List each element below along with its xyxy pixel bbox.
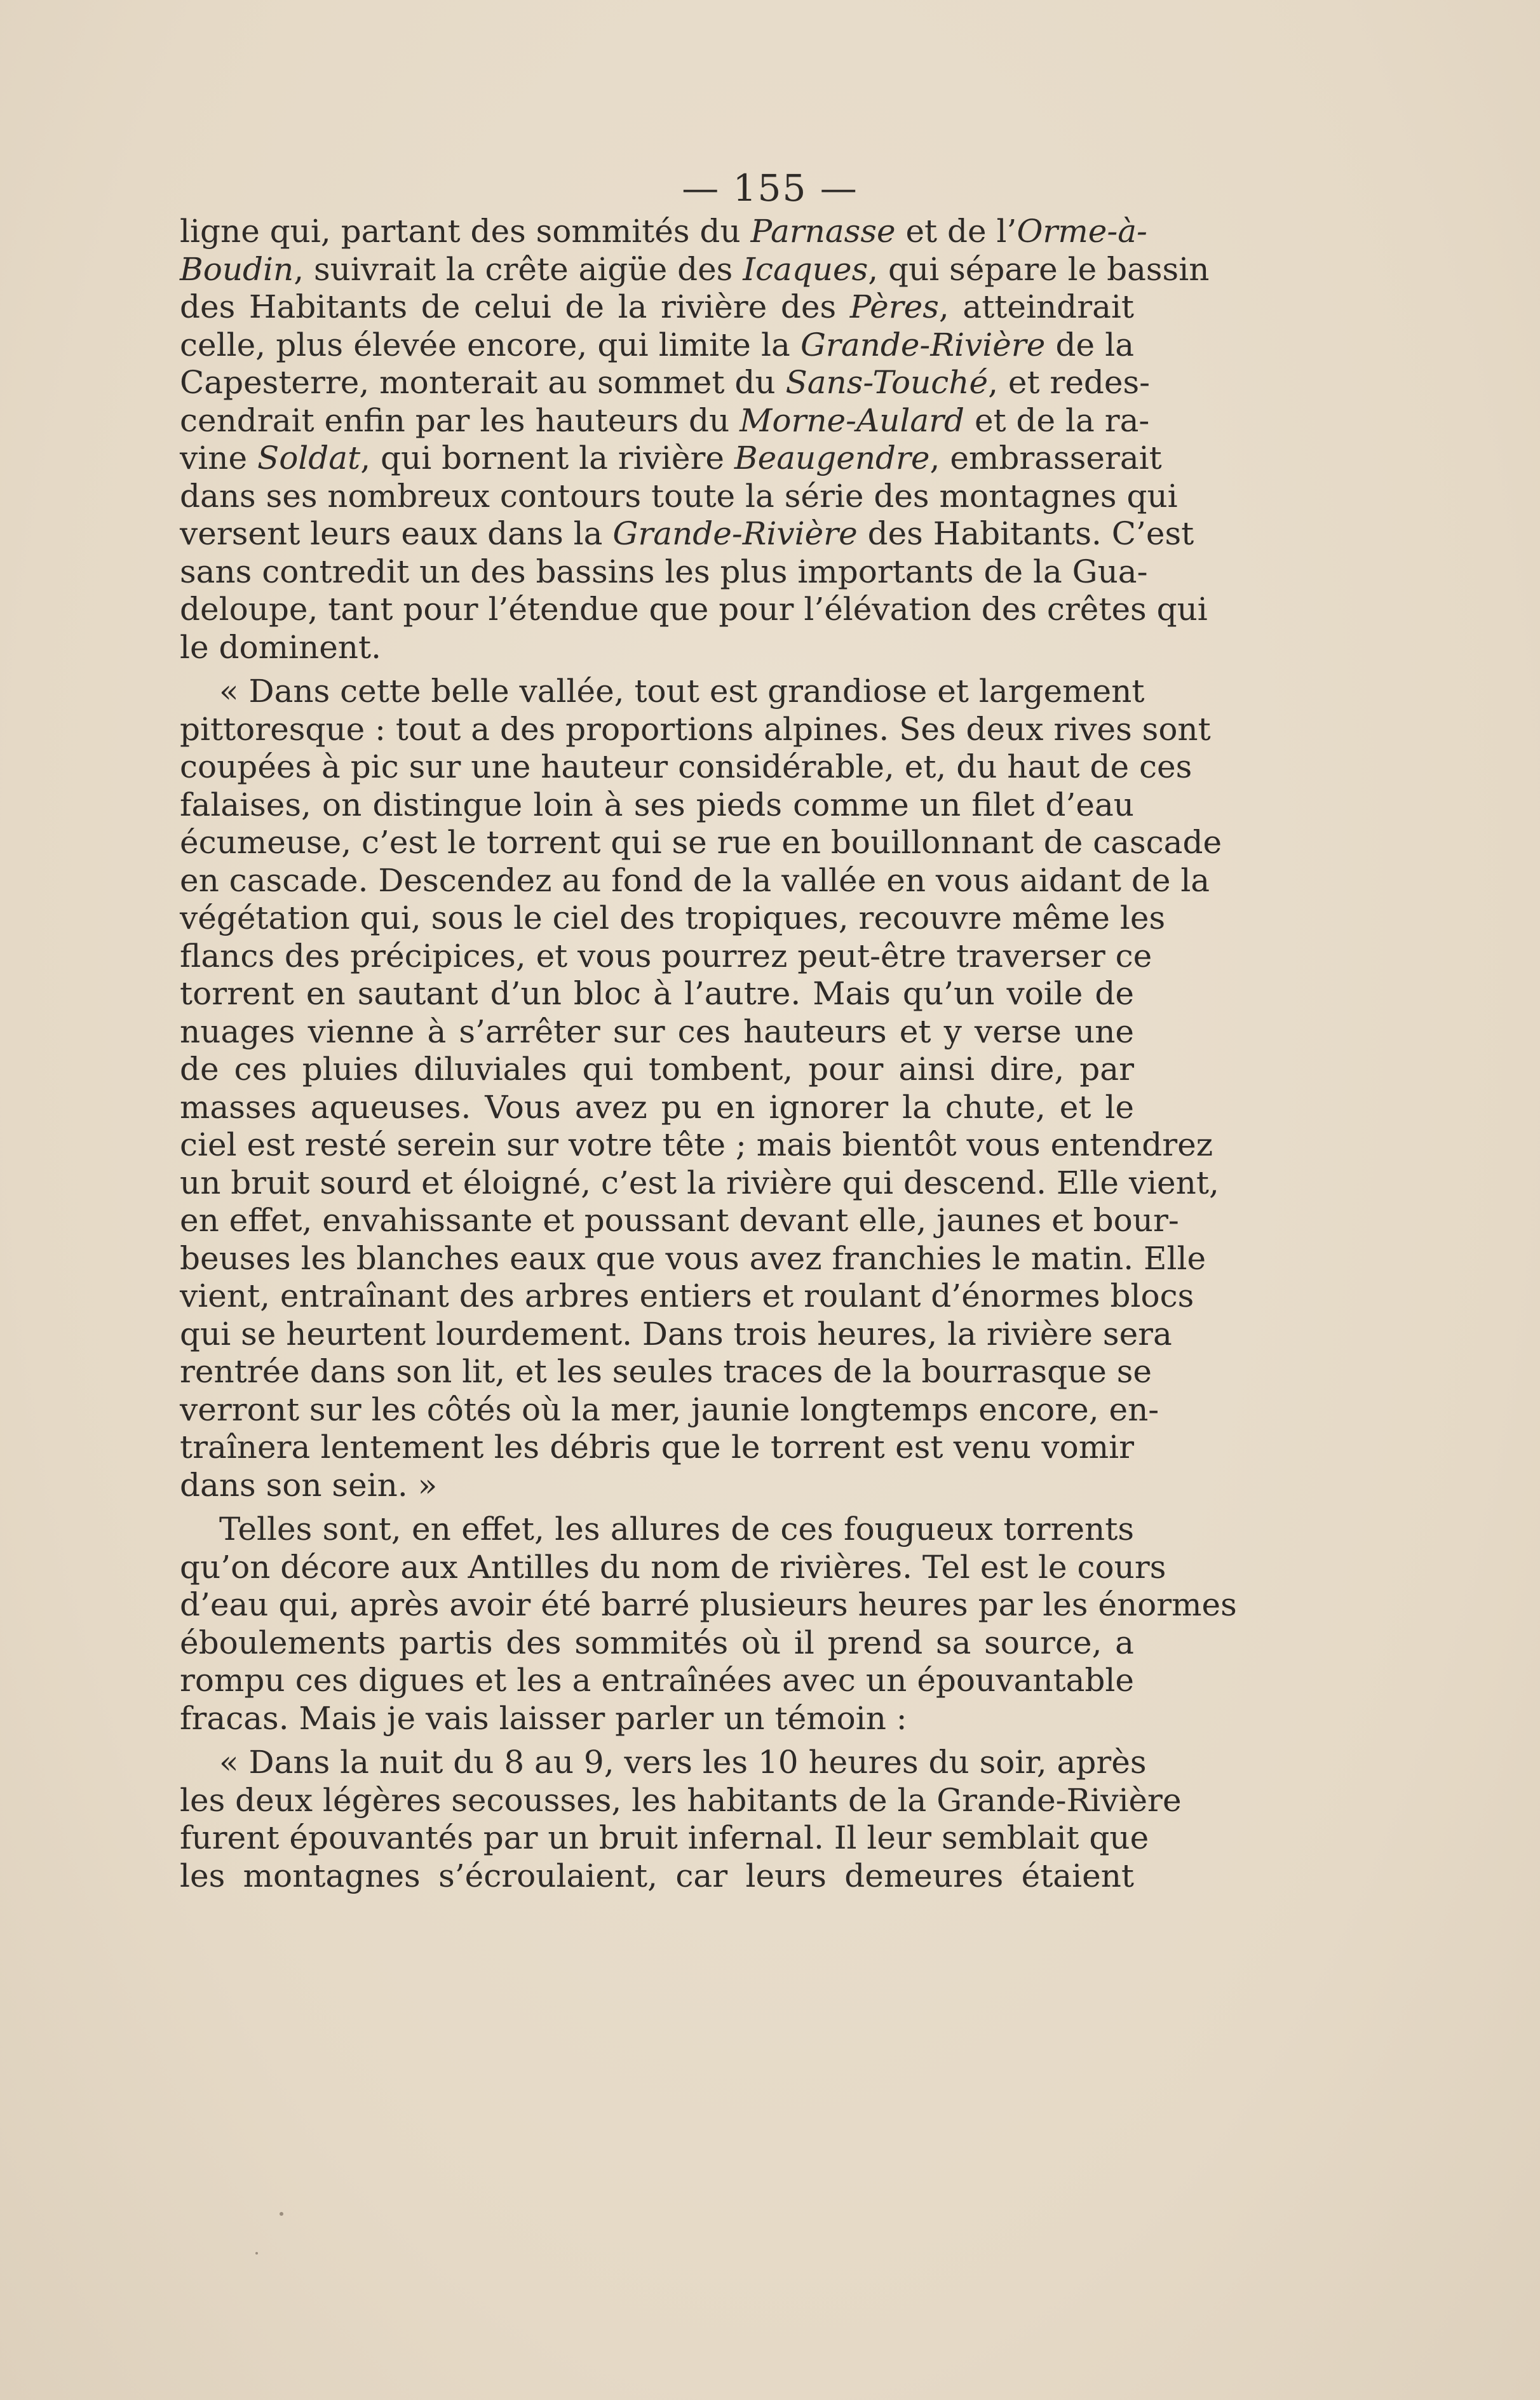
text-line xyxy=(180,1013,1134,1051)
text-segment: coupées à pic sur une hauteur considérable, et, du haut de ces xyxy=(180,748,1192,785)
text-segment: en cascade. Descendez au fond de la vallée en vous aidant de la xyxy=(180,861,1210,899)
text-segment: « Dans la nuit du 8 au 9, vers les 10 heures du soir, après xyxy=(219,1744,1147,1781)
text-segment: , et redes- xyxy=(988,364,1151,401)
body-text xyxy=(180,213,1237,1895)
text-segment: falaises, on distingue loin à ses pieds comme un filet d’eau xyxy=(180,786,1134,823)
text-line xyxy=(180,553,1148,591)
text-segment: d’eau qui, après avoir été barré plusieurs heures par les énormes xyxy=(180,1586,1237,1623)
text-line xyxy=(180,1202,1179,1240)
text-segment: éboulements partis des sommités où il prend sa source, a xyxy=(180,1624,1134,1661)
text-segment: fracas. Mais je vais laisser parler un témoin : xyxy=(180,1699,907,1737)
italic-place-name: Parnasse xyxy=(750,213,896,250)
text-line xyxy=(180,1239,1206,1278)
text-segment: Telles sont, en effet, les allures de ces fougueux torrents xyxy=(219,1511,1134,1547)
text-segment: qui se heurtent lourdement. Dans trois heures, la rivière sera xyxy=(180,1315,1172,1352)
italic-place-name: Boudin xyxy=(180,250,294,288)
text-line xyxy=(180,1089,1134,1127)
text-segment: un bruit sourd et éloigné, c’est la rivière qui descend. Elle vient, xyxy=(180,1164,1219,1201)
text-segment: , qui bornent la rivière xyxy=(360,440,734,476)
text-segment: ciel est resté serein sur votre tête ; mais bientôt vous entendrez xyxy=(180,1126,1213,1163)
italic-place-name: Morne-Aulard xyxy=(740,401,965,439)
text-line xyxy=(180,1051,1134,1089)
text-line xyxy=(180,1700,1134,1738)
text-segment: cendrait enfin par les hauteurs du xyxy=(180,401,740,439)
text-segment: dans son sein. » xyxy=(180,1466,438,1504)
text-segment: vient, entraînant des arbres entiers et roulant d’énormes blocs xyxy=(180,1278,1194,1314)
paragraph xyxy=(180,1511,1237,1737)
text-line xyxy=(180,440,1162,478)
text-line xyxy=(180,1586,1237,1624)
text-segment: dans ses nombreux contours toute la série des montagnes qui xyxy=(180,477,1178,515)
paragraph xyxy=(180,673,1222,1504)
text-segment: , embrasserait xyxy=(929,440,1162,476)
text-line xyxy=(180,673,1145,711)
text-segment: , qui sépare le bassin xyxy=(868,250,1210,288)
paragraph-gap xyxy=(180,666,1134,673)
text-line xyxy=(180,288,1134,327)
text-segment: torrent en sautant d’un bloc à l’autre. Mais qu’un voile de xyxy=(180,975,1134,1012)
text-line xyxy=(180,710,1211,749)
text-segment: furent épouvantés par un bruit infernal. Il leur semblait que xyxy=(180,1819,1149,1856)
text-line xyxy=(180,364,1151,402)
text-line xyxy=(180,748,1192,786)
text-segment: , atteindrait xyxy=(938,288,1134,325)
text-line xyxy=(180,900,1166,938)
text-segment: des Habitants de celui de la rivière des xyxy=(180,288,850,325)
text-segment: le dominent. xyxy=(180,628,381,666)
text-segment: rompu ces digues et les a entraînées avec un épouvantable xyxy=(180,1662,1134,1699)
text-line xyxy=(180,401,1150,440)
text-segment: sans contredit un des bassins les plus importants de la Gua- xyxy=(180,553,1148,590)
text-segment: « Dans cette belle vallée, tout est grandiose et largement xyxy=(219,673,1145,710)
text-segment: les deux légères secousses, les habitants de la Grande-Rivière xyxy=(180,1781,1182,1819)
italic-place-name: Beaugendre xyxy=(734,440,930,476)
text-segment: celle, plus élevée encore, qui limite la xyxy=(180,326,800,363)
text-line xyxy=(180,1511,1134,1549)
text-line xyxy=(180,1662,1134,1700)
page-number: — 155 — xyxy=(682,166,858,210)
text-segment: versent leurs eaux dans la xyxy=(180,515,613,552)
text-segment: de ces pluies diluviales qui tombent, pour ainsi dire, par xyxy=(180,1051,1134,1088)
text-line xyxy=(180,591,1208,629)
text-line xyxy=(180,1819,1149,1857)
text-segment: verront sur les côtés où la mer, jaunie longtemps encore, en- xyxy=(180,1391,1159,1428)
text-line xyxy=(180,824,1222,862)
text-line xyxy=(180,861,1210,900)
paragraph-gap xyxy=(180,1737,1134,1744)
text-line xyxy=(180,1391,1159,1429)
text-segment: deloupe, tant pour l’étendue que pour l’élévation des crêtes qui xyxy=(180,591,1208,628)
text-line xyxy=(180,1744,1147,1782)
paragraph-gap xyxy=(180,1504,1134,1511)
italic-place-name: Pères xyxy=(849,288,939,325)
text-line xyxy=(180,1624,1134,1662)
text-segment: végétation qui, sous le ciel des tropiques, recouvre même les xyxy=(180,900,1166,936)
italic-place-name: Soldat xyxy=(257,440,361,476)
paragraph xyxy=(180,1744,1182,1895)
text-segment: de la xyxy=(1045,326,1135,363)
text-line xyxy=(180,1781,1182,1820)
text-segment: écumeuse, c’est le torrent qui se rue en bouillonnant de cascade xyxy=(180,824,1222,861)
italic-place-name: Orme-à- xyxy=(1017,213,1147,250)
text-segment: rentrée dans son lit, et les seules traces de la bourrasque se xyxy=(180,1353,1152,1390)
text-line xyxy=(180,1278,1194,1316)
text-line xyxy=(180,975,1134,1013)
text-segment: flancs des précipices, et vous pourrez peut-être traverser ce xyxy=(180,937,1152,974)
text-segment: des Habitants. C’est xyxy=(857,515,1194,552)
text-line xyxy=(180,250,1210,289)
text-segment: , suivrait la crête aigüe des xyxy=(294,250,743,288)
text-segment: et de la ra- xyxy=(964,401,1150,439)
text-line xyxy=(180,1429,1134,1467)
text-line xyxy=(180,786,1134,825)
text-line xyxy=(180,1126,1213,1164)
text-segment: traînera lentement les débris que le torrent est venu vomir xyxy=(180,1429,1134,1466)
text-line xyxy=(180,937,1152,976)
text-line xyxy=(180,1467,1134,1505)
text-segment: masses aqueuses. Vous avez pu en ignorer la chute, et le xyxy=(180,1088,1134,1126)
paragraph xyxy=(180,213,1210,666)
text-segment: en effet, envahissante et poussant devant elle, jaunes et bour- xyxy=(180,1202,1179,1239)
text-segment: pittoresque : tout a des proportions alpines. Ses deux rives sont xyxy=(180,710,1211,748)
italic-place-name: Sans-Touché xyxy=(785,364,989,401)
text-segment: ligne qui, partant des sommités du xyxy=(180,213,751,250)
italic-place-name: Icaques xyxy=(743,250,868,288)
text-segment: et de l’ xyxy=(895,213,1017,250)
text-segment: Capesterre, monterait au sommet du xyxy=(180,364,786,401)
text-segment: beuses les blanches eaux que vous avez franchies le matin. Elle xyxy=(180,1239,1206,1277)
text-segment: nuages vienne à s’arrêter sur ces hauteurs et y verse une xyxy=(180,1013,1134,1050)
text-line xyxy=(180,477,1178,516)
italic-place-name: Grande-Rivière xyxy=(612,515,858,552)
text-line xyxy=(180,515,1194,553)
text-segment: les montagnes s’écroulaient, car leurs demeures étaient xyxy=(180,1857,1134,1894)
text-line xyxy=(180,1548,1166,1587)
text-line xyxy=(180,1857,1134,1896)
text-line xyxy=(180,629,1134,667)
text-line xyxy=(180,1315,1172,1354)
text-line xyxy=(180,1353,1152,1391)
text-line xyxy=(180,213,1147,251)
italic-place-name: Grande-Rivière xyxy=(800,326,1046,363)
text-line xyxy=(180,327,1134,365)
text-line xyxy=(180,1164,1219,1203)
text-segment: qu’on décore aux Antilles du nom de rivières. Tel est le cours xyxy=(180,1548,1166,1586)
text-segment: vine xyxy=(180,440,257,476)
